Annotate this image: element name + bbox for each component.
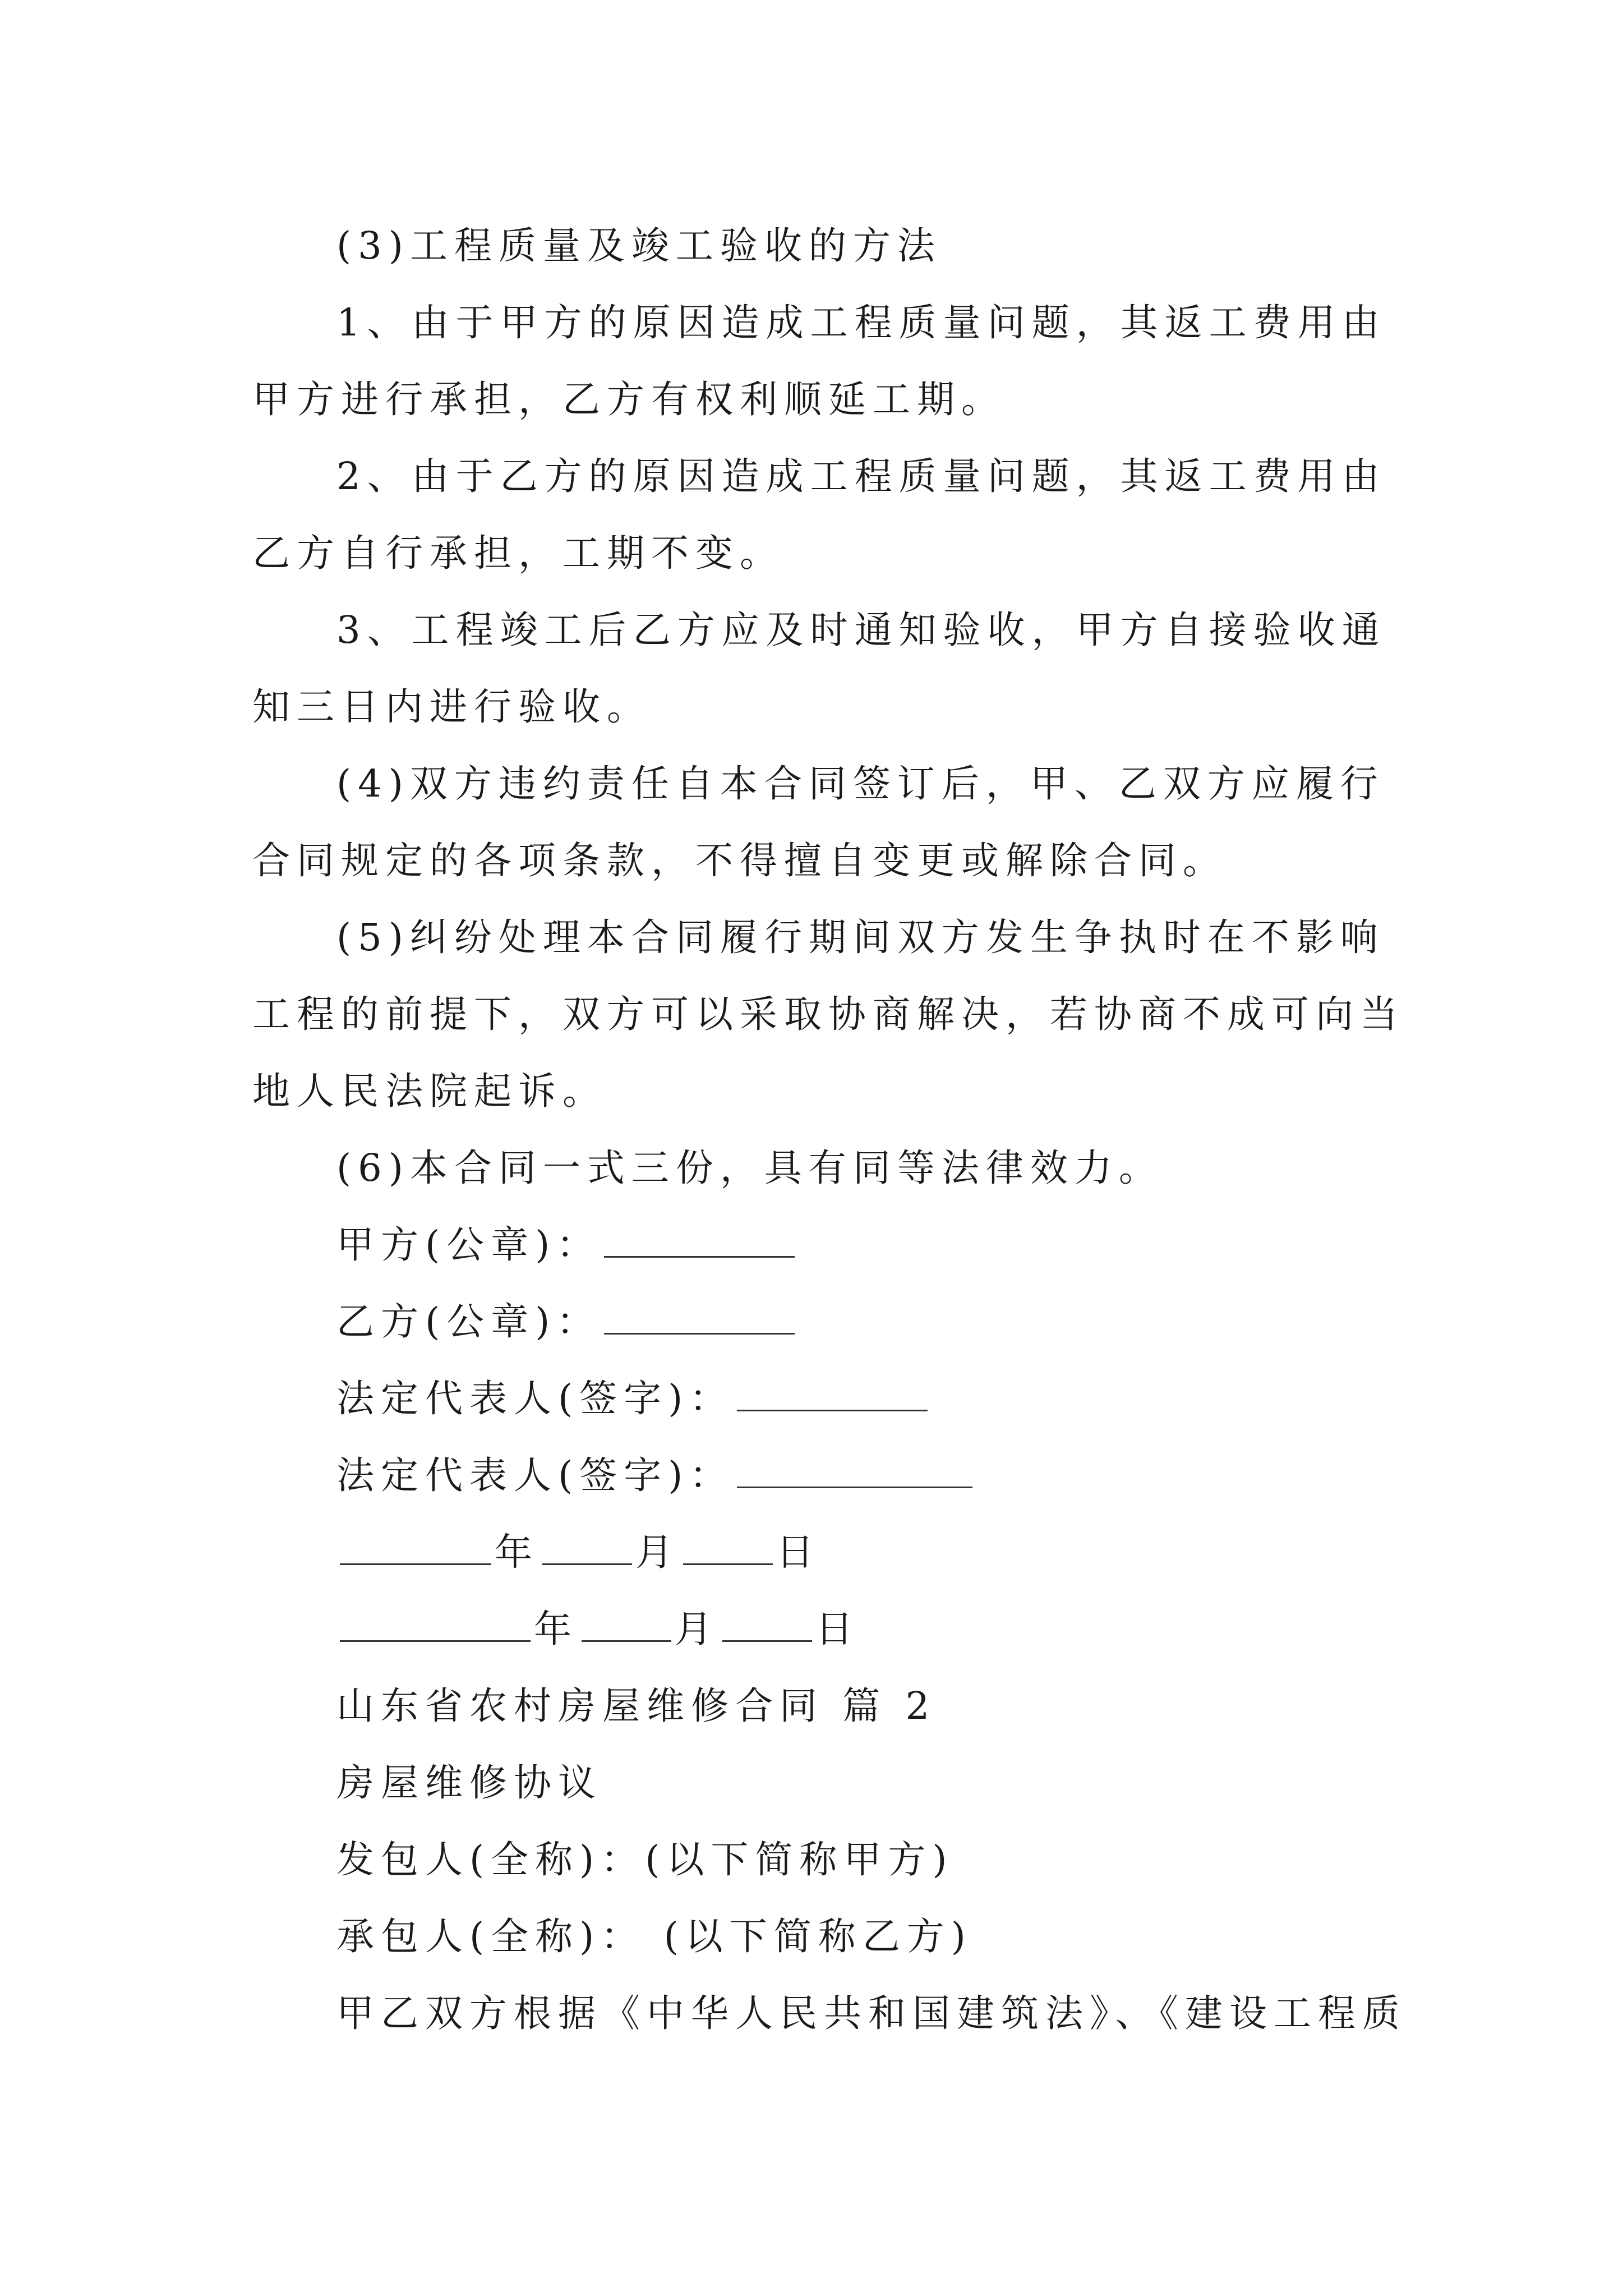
date-2-month-blank[interactable] (582, 1607, 671, 1642)
section-2-intro: 甲乙双方根据《中华人民共和国建筑法》、《建设工程质 (336, 1991, 1407, 2035)
contractor-line: 承包人(全称)： (以下简称乙方) (336, 1915, 972, 1958)
rep-2-blank[interactable] (737, 1453, 972, 1488)
clause-3-item-3: 3、工程竣工后乙方应及时通知验收，甲方自接验收通 (336, 608, 1386, 652)
party-a-blank[interactable] (604, 1222, 795, 1258)
rep-1-label: 法定代表人(签字)： (336, 1377, 734, 1420)
party-a-label: 甲方(公章)： (336, 1223, 601, 1267)
date-1-month-blank[interactable] (542, 1530, 632, 1565)
section-2-title: 山东省农村房屋维修合同 篇 2 (336, 1684, 937, 1728)
date-2-year-blank[interactable] (340, 1607, 531, 1642)
date-2-month-label: 月 (675, 1607, 719, 1651)
party-a-seal-line (252, 1207, 1385, 1283)
employer-line: 发包人(全称)：(以下简称甲方) (336, 1838, 954, 1881)
party-b-label: 乙方(公章)： (336, 1300, 601, 1343)
clause-3-item-1-cont: 甲方进行承担，乙方有权利顺延工期。 (252, 378, 1006, 421)
rep-2-line (252, 1437, 1385, 1514)
date-1-year-label: 年 (495, 1530, 539, 1574)
clause-5-cont-2: 地人民法院起诉。 (252, 1069, 607, 1113)
rep-1-blank[interactable] (737, 1376, 928, 1411)
clause-6: (6)本合同一式三份，具有同等法律效力。 (336, 1146, 1163, 1190)
date-2-day-label: 日 (815, 1607, 860, 1651)
section-2-subtitle: 房屋维修协议 (336, 1761, 602, 1805)
party-b-seal-line (252, 1283, 1385, 1360)
document-page (252, 208, 1407, 2052)
date-1-day-blank[interactable] (683, 1530, 773, 1565)
date-1-day-label: 日 (776, 1530, 820, 1574)
date-1-year-blank[interactable] (340, 1530, 491, 1565)
clause-3-item-2: 2、由于乙方的原因造成工程质量问题，其返工费用由 (336, 454, 1386, 498)
date-2-day-blank[interactable] (722, 1607, 812, 1642)
clause-3-item-3-cont: 知三日内进行验收。 (252, 685, 651, 729)
clause-5-cont-1: 工程的前提下，双方可以采取协商解决，若协商不成可向当 (252, 992, 1404, 1036)
clause-3-item-2-cont: 乙方自行承担，工期不变。 (252, 531, 784, 575)
clause-3-item-1: 1、由于甲方的原因造成工程质量问题，其返工费用由 (336, 301, 1386, 344)
rep-1-line (252, 1360, 1385, 1437)
date-1-month-label: 月 (635, 1530, 680, 1574)
clause-4-cont: 合同规定的各项条款，不得擅自变更或解除合同。 (252, 839, 1227, 882)
rep-2-label: 法定代表人(签字)： (336, 1453, 734, 1497)
date-2-year-label: 年 (534, 1607, 578, 1651)
clause-5: (5)纠纷处理本合同履行期间双方发生争执时在不影响 (336, 915, 1385, 959)
clause-4: (4)双方违约责任自本合同签订后，甲、乙双方应履行 (336, 762, 1385, 806)
party-b-blank[interactable] (604, 1299, 795, 1335)
date-line-2 (252, 1591, 1385, 1668)
clause-3-heading: (3)工程质量及竣工验收的方法 (336, 224, 942, 268)
date-line-1 (252, 1514, 1385, 1591)
